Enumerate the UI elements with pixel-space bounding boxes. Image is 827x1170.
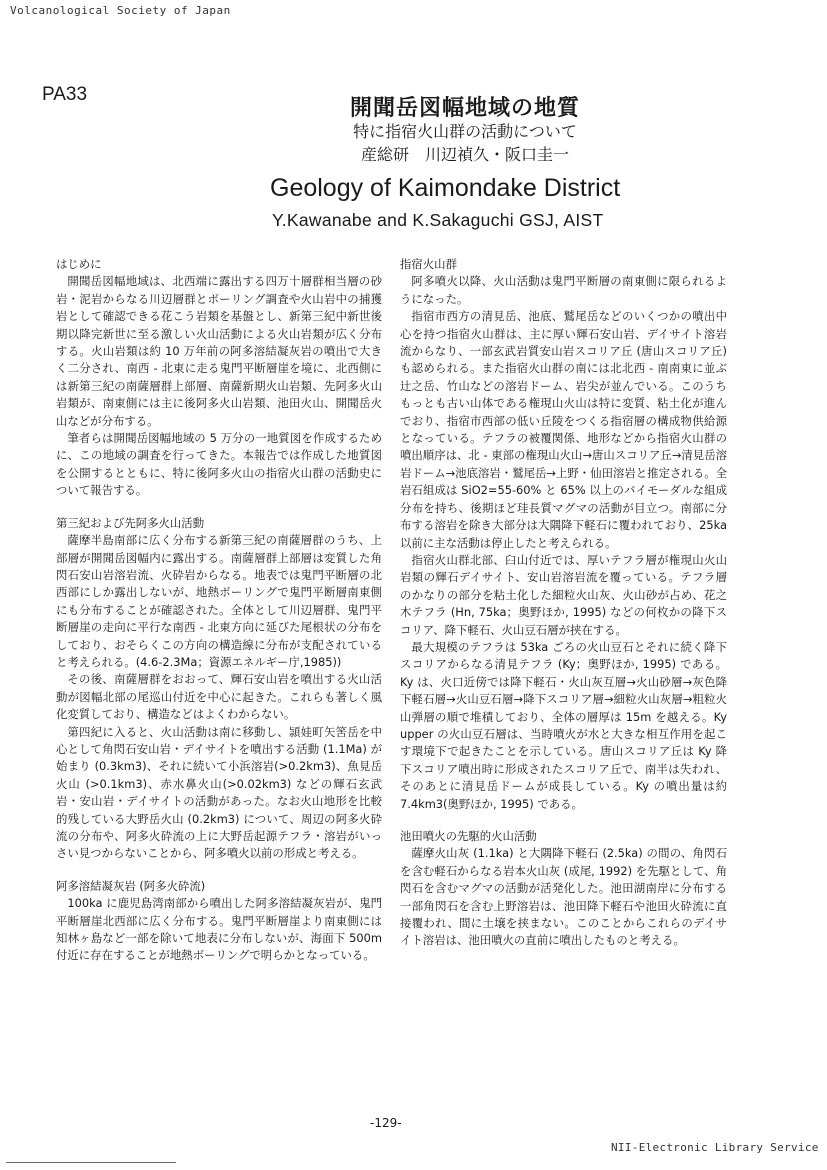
subtitle-ja: 特に指宿火山群の活動について [353,122,577,141]
paragraph: その後、南薩層群をおおって、輝石安山岩を噴出する火山活動が図幅北部の尾巡山付近を中心に起きた。これらも著しく風化変質しており、構造などはよくわからない。 [56,672,382,722]
page-number: -129- [370,1116,402,1130]
paragraph: 筆者らは開聞岳図幅地域の 5 万分の一地質図を作成するために、この地域の調査を行ってきた。本報告では作成した地質図を公開するとともに、特に後阿多火山の指宿火山群の活動史について報告する。 [56,431,382,498]
paragraph: 薩摩半島南部に広く分布する新第三紀の南薩層群のうち、上部層が開聞岳図幅内に露出する。南薩層群上部層は変質した角閃石安山岩溶岩流、火砕岩からなる。地表では鬼門平断層の北西部にしか露出しないが、地熱ボーリングで鬼門平断層南東側にも分布することが確認された。全体として川辺層群、鬼門平断層崖の走向に平行な南西 - 北東方向に延びた尾根状の分布をしており、おそらくこの方向の構造線に分布が支配されていると考えられる。(4.6-2.3Ma；資源エネルギー庁,1985)) [56,533,382,669]
section-heading-ikeda: 池田噴火の先駆的火山活動 [400,829,537,843]
paragraph: 指宿市西方の清見岳、池底、鷲尾岳などのいくつかの噴出中心を持つ指宿火山群は、主に厚い輝石安山岩、デイサイト溶岩流からなり、一部玄武岩質安山岩スコリア丘 (唐山スコリア丘) も認められる。また指宿火山群の南には北北西 - 南南東に並ぶ辻之岳、竹山などの溶岩ドーム、岩尖が並んでいる。このうちもっとも古い山体である権現山火山は特に変質、粘土化が進んでおり、指宿市西部の低い丘陵をつくる指宿層の構成物供給源となっている。テフラの被覆関係、地形などから指宿火山群の噴出順序は、北 - 東部の権現山火山→唐山スコリア丘→清見岳溶岩ドーム→池底溶岩・鷲尾岳→上野・仙田溶岩と推定される。全岩石組成は SiO2=55-60% と 65% 以上のバイモーダルな組成分布を持ち、後期ほど珪長質マグマの活動が目立つ。南部に分布する溶岩を除き大部分は大隅降下軽石に覆われており、25ka 以前に主な活動は停止したと考えられる。 [400,309,727,550]
right-column [400,256,727,950]
authors-en: Y.Kawanabe and K.Sakaguchi GSJ, AIST [272,210,604,230]
section-heading-ibusuki: 指宿火山群 [400,257,457,271]
paragraph: 第四紀に入ると、火山活動は南に移動し、頴娃町矢筈岳を中心として角閃石安山岩・デイサイトを噴出する活動 (1.1Ma) が始まり (0.3km3)、それに続いて小浜溶岩(>0.2km3)、魚見岳火山 (>0.1km3)、赤水鼻火山(>0.02km3) などの輝石玄武岩・安山岩・デイサイトの活動があった。なお火山地形を比較的残している大野岳火山 (0.2km3) について、周辺の阿多火砕流の分布や、阿多火砕流の上に大野岳起源テフラ・溶岩がいっさい見つからないことから、阿多噴火以前の形成と考える。 [56,724,382,861]
paragraph: 開聞岳図幅地域は、北西端に露出する四万十層群相当層の砂岩・泥岩からなる川辺層群とボーリング調査や火山岩中の捕獲岩として確認できる花こう岩類を基盤とし、新第三紀中新世後期以降完新世に至る激しい火山活動による火山岩類が広く分布する。火山岩類は約 10 万年前の阿多溶結凝灰岩の噴出で大きく二分され、南西 - 北東に走る鬼門平断層崖を境に、北西側には新第三紀の南薩層群上部層、南薩新期火山岩類、先阿多火山岩類が、南東側には主に後阿多火山岩類、池田火山、開聞岳火山などが分布する。 [56,274,382,428]
page-title-ja: 開聞岳図幅地域の地質 [349,96,580,121]
footer-divider [6,1162,176,1163]
authors-ja: 産総研 川辺禎久・阪口圭一 [360,145,569,164]
left-column [56,256,382,965]
society-header: Volcanological Society of Japan [10,4,231,17]
paragraph: 阿多噴火以降、火山活動は鬼門平断層の南東側に限られるようになった。 [400,274,727,306]
footer-service: NII-Electronic Library Service [611,1141,819,1154]
paragraph: 100ka に鹿児島湾南部から噴出した阿多溶結凝灰岩が、鬼門平断層崖北西部に広く分布する。鬼門平断層崖より南東側には知林ヶ島など一部を除いて地表に分布しないが、海面下 500m 付近に存在することが地熱ボーリングで明らかとなっている。 [56,896,382,963]
page-title-en: Geology of Kaimondake District [270,174,621,202]
section-heading-ata: 阿多溶結凝灰岩 (阿多火砕流) [56,878,206,893]
section-heading-tertiary: 第三紀および先阿多火山活動 [56,515,205,530]
paragraph: 指宿火山群北部、臼山付近では、厚いテフラ層が権現山火山岩類の輝石デイサイト、安山岩溶岩流を覆っている。テフラ層のかなりの部分を粘土化した細粒火山灰、火山砂が占め、花之木テフラ (Hn, 75ka；奥野ほか, 1995) などの何枚かの降下スコリア、降下軽石、火山豆石層が挟在する。 [400,552,727,637]
paragraph: 薩摩火山灰 (1.1ka) と大隅降下軽石 (2.5ka) の間の、角閃石を含む軽石からなる岩本火山灰 (成尾, 1992) を先駆として、角閃石を含むマグマの活動が活発化した。池田湖南岸に分布する一部角閃石を含む上野溶岩は、池田降下軽石や池田火砕流に直接覆われ、間に土壌を挟まない。このことからこれらのデイサイト溶岩は、池田噴火の直前に噴出したものと考える。 [400,846,727,948]
paper-id: PA33 [42,84,88,105]
paragraph: 最大規模のテフラは 53ka ごろの火山豆石とそれに続く降下スコリアからなる清見テフラ (Ky；奥野ほか, 1995) である。Ky は、火口近傍では降下軽石・火山灰互層→火山砂層→灰色降下軽石層→火山豆石層→降下スコリア層→細粒火山灰層→粗粒火山弾層の順で堆積しており、全体の層厚は 15m を越える。Ky upper の火山豆石層は、当時噴火が水と大きな相互作用を起こす環境下で起きたことを示している。唐山スコリア丘は Ky 降下スコリア噴出時に形成されたスコリア丘で、南半は失われ、そのあとに清見岳ドームが成長している。Ky の噴出量は約 7.4km3(奥野ほか, 1995) である。 [400,639,727,811]
section-heading-intro: はじめに [56,257,102,271]
